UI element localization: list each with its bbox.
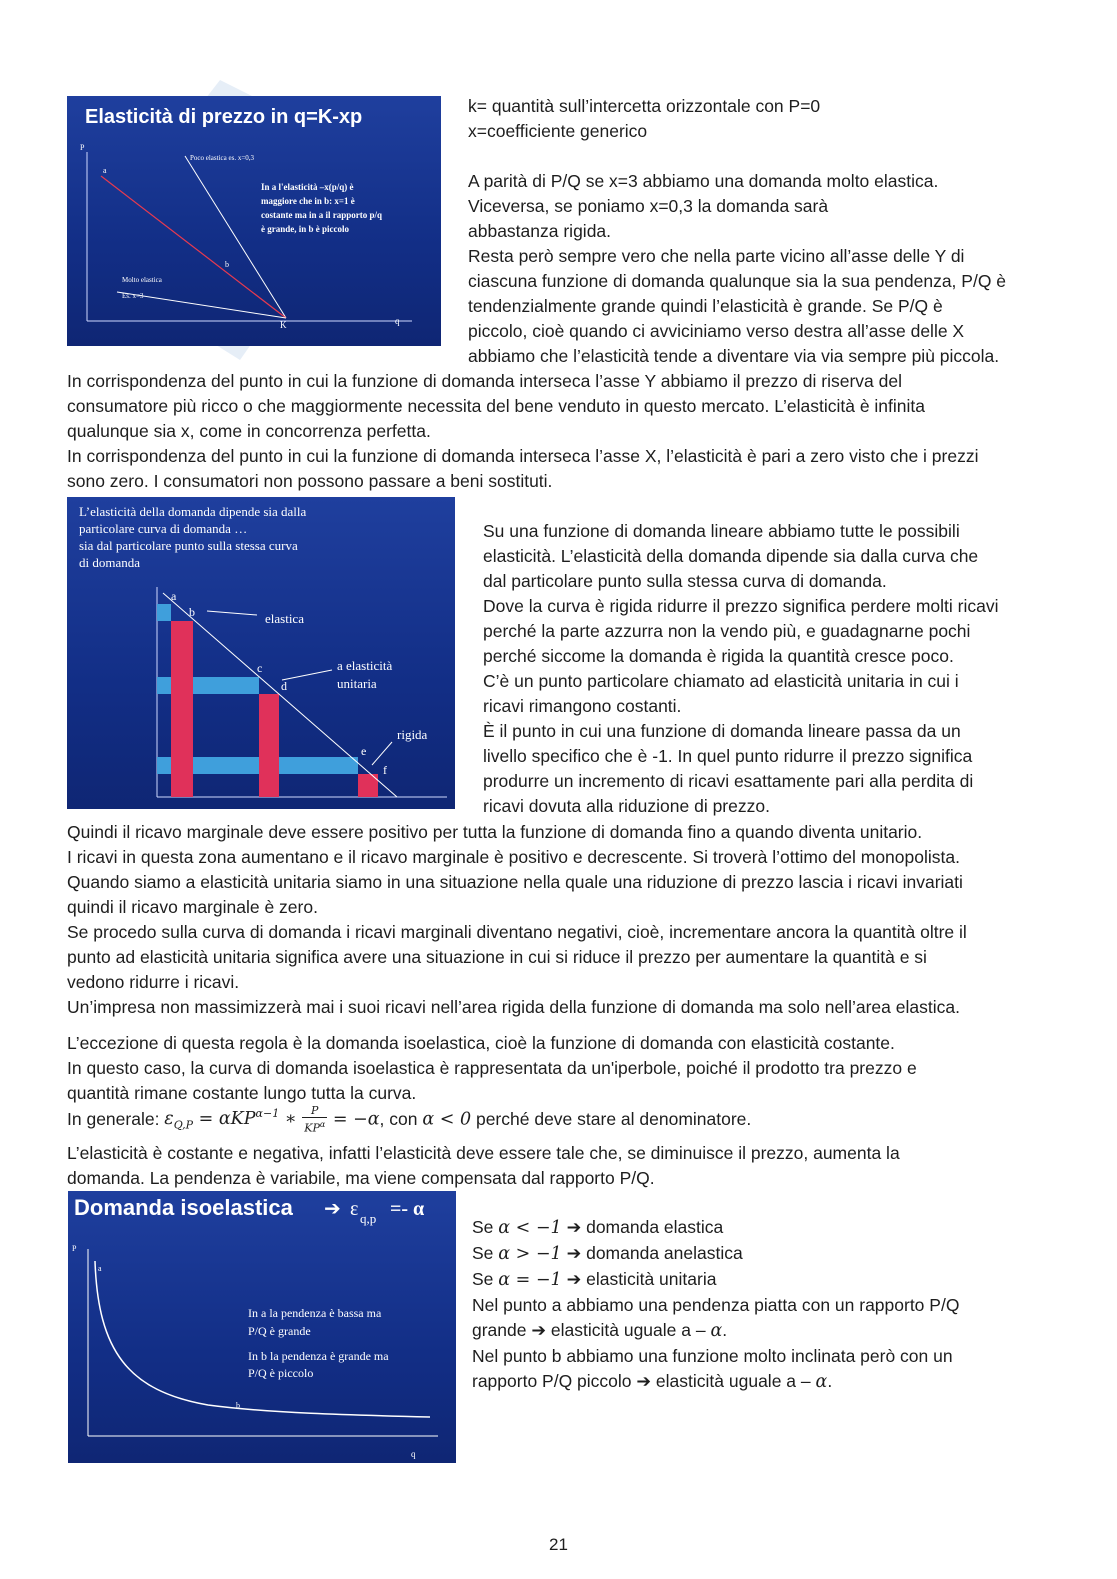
elasticity-formula [67, 1104, 751, 1140]
paragraph-line: In corrispondenza del punto in cui la funzione di domanda interseca l’asse Y abbiamo il prezzo di riserva del [67, 371, 902, 391]
slide3-note-line: P/Q è piccolo [248, 1366, 314, 1380]
arrow-icon: ➔ [531, 1320, 547, 1340]
arrow-icon: ➔ [566, 1217, 582, 1237]
paragraph-line: In corrispondenza del punto in cui la funzione di domanda interseca l’asse X, l’elasticità è pari a zero visto che i prezzi [67, 446, 979, 466]
slide-price-elasticity [67, 96, 441, 346]
text-block-marginal-revenue [67, 820, 967, 1020]
arrow-icon: ➔ [636, 1371, 652, 1391]
paragraph-line: quindi il ricavo marginale è zero. [67, 897, 318, 917]
paragraph-line: abbiamo che l’elasticità tende a diventare via via sempre più piccola. [468, 346, 1000, 366]
paragraph-line: ricavi dovuta alla riduzione di prezzo. [483, 796, 770, 816]
slide2-header-line: sia dal particolare punto sulla stessa curva [79, 538, 298, 553]
text-part: elasticità uguale a – [651, 1371, 816, 1391]
paragraph-line: qualunque sia x, come in concorrenza perfetta. [67, 421, 431, 441]
paragraph-line: k= quantità sull’intercetta orizzontale con P=0 [468, 96, 821, 116]
paragraph-line: Dove la curva è rigida ridurre il prezzo significa perdere molti ricavi [483, 596, 999, 616]
paragraph-line: In questo caso, la curva di domanda isoelastica è rappresentata da un'iperbole, poiché il prodotto tra prezzo e [67, 1058, 917, 1078]
paragraph-line: Un’impresa non massimizzerà mai i suoi ricavi nell’area rigida della funzione di domanda ma solo nell’area elastica. [67, 997, 960, 1017]
slide1-note-line: costante ma in a il rapporto p/q [261, 210, 383, 220]
math-alpha: α [710, 1321, 723, 1341]
slide3-note-line: In a la pendenza è bassa ma [248, 1306, 382, 1320]
inelastic-demand-line [185, 156, 286, 318]
text-block-axes [67, 369, 978, 494]
point-f-label: f [383, 763, 387, 777]
paragraph-line: ricavi rimangono costanti. [483, 696, 682, 716]
paragraph-line: C’è un punto particolare chiamato ad elasticità unitaria in cui i [483, 671, 959, 691]
point-b-label: b [225, 260, 229, 269]
page-number: 21 [549, 1535, 568, 1554]
arrow-icon: ➔ [566, 1243, 582, 1263]
text-part: Se [472, 1217, 499, 1237]
formula-condition: α < 0 [422, 1109, 472, 1130]
text-part: . [827, 1371, 833, 1391]
point-b-label: b [189, 605, 195, 619]
elastica-label: elastica [265, 611, 304, 626]
point-a-label: a [171, 589, 177, 603]
paragraph-line: livello specifico che è -1. In quel punto ridurre il prezzo significa [483, 746, 973, 766]
point-b-label: b [236, 1401, 240, 1410]
alpha-case-elastic [472, 1215, 959, 1241]
paragraph-line: abbastanza rigida. [468, 221, 612, 241]
paragraph-line: Su una funzione di domanda lineare abbiamo tutte le possibili [483, 521, 960, 541]
text-part: Se [472, 1243, 499, 1263]
rigida-label: rigida [397, 727, 428, 742]
formula-fraction [302, 1104, 327, 1135]
text-part: Se [472, 1269, 499, 1289]
paragraph-line: Se procedo sulla curva di domanda i ricavi marginali diventano negativi, cioè, incrementare ancora la quantità oltre il [67, 922, 967, 942]
paragraph-line: L’elasticità è costante e negativa, infatti l’elasticità deve essere tale che, se diminuisce il prezzo, aumenta la [67, 1143, 900, 1163]
paragraph-line: x=coefficiente generico [468, 121, 648, 141]
unitaria-label: a elasticità [337, 658, 393, 673]
es-x3-label: Es. x=3 [122, 292, 144, 300]
fraction-exponent: α [319, 1120, 326, 1129]
fraction-denominator: KP [304, 1121, 320, 1135]
pointer-line [372, 742, 392, 765]
axis-p-label: P [72, 1244, 77, 1253]
formula-prefix: In generale: [67, 1108, 165, 1129]
paragraph-line: piccolo, cioè quando ci avviciniamo verso destra all’asse delle X [468, 321, 965, 341]
slide2-header-line: particolare curva di domanda … [79, 521, 248, 536]
formula-exponent: α−1 [255, 1107, 280, 1121]
paragraph-line: Viceversa, se poniamo x=0,3 la domanda sarà [468, 196, 829, 216]
unitaria-label: unitaria [337, 676, 377, 691]
math-condition: α > −1 [498, 1244, 562, 1264]
formula-part: = −α [327, 1109, 380, 1130]
text-block-isoelastic [67, 1031, 917, 1106]
slide3-arrow: ➔ [324, 1198, 341, 1220]
slide3-subscript: q,p [360, 1211, 377, 1226]
formula-suffix: perché deve stare al denominatore. [471, 1108, 752, 1129]
slide2-header-line: di domanda [79, 555, 141, 570]
k-label: K [280, 320, 287, 330]
slide1-note-line: maggiore che in b: x=1 è [261, 196, 355, 206]
slide1-note-line: In a l'elasticità –x(p/q) è [261, 182, 354, 192]
formula-part: ∗ [279, 1108, 303, 1129]
point-a-label: a [103, 166, 107, 175]
axis-p-label: P [80, 143, 85, 152]
paragraph-line: Nel punto b abbiamo una funzione molto inclinata però con un [472, 1346, 953, 1366]
paragraph-line: I ricavi in questa zona aumentano e il ricavo marginale è positivo e decrescente. Si troverà l’ottimo del monopolista. [67, 847, 960, 867]
paragraph-line: tendenzialmente grande quindi l’elasticità è grande. Se P/Q è [468, 296, 943, 316]
paragraph-line: Quando siamo a elasticità unitaria siamo in una situazione nella quale una riduzione di prezzo lascia i ricavi invariati [67, 872, 963, 892]
paragraph-line: Resta però sempre vero che nella parte vicino all’asse delle Y di [468, 246, 965, 266]
text-part: rapporto P/Q piccolo [472, 1371, 637, 1391]
pointer-line [282, 670, 332, 680]
slide3-rhs: =- α [390, 1198, 425, 1220]
text-part: domanda elastica [581, 1217, 724, 1237]
math-alpha: α [815, 1372, 828, 1392]
text-block-constant-elasticity [67, 1141, 900, 1191]
paragraph-line: perché la parte azzurra non la vendo più, e guadagnarne pochi [483, 621, 971, 641]
lost-revenue-band [157, 604, 171, 621]
paragraph-line: Quindi il ricavo marginale deve essere positivo per tutta la funzione di domanda fino a quando diventa unitario. [67, 822, 923, 842]
math-condition: α = −1 [498, 1270, 562, 1290]
formula-part: , con [379, 1108, 423, 1129]
paragraph-line [472, 1369, 959, 1395]
axis-q-label: q [411, 1449, 416, 1459]
gained-revenue-bar [259, 694, 279, 797]
formula-subscript: Q,P [173, 1118, 194, 1132]
paragraph-line: È il punto in cui una funzione di domanda lineare passa da un [483, 721, 961, 741]
text-block-alpha-cases [472, 1215, 959, 1395]
math-condition: α < −1 [498, 1218, 562, 1238]
point-d-label: d [281, 679, 287, 693]
paragraph-line: punto ad elasticità unitaria significa avere una situazione in cui si riduce il prezzo per aumentare la quantità e si [67, 947, 927, 967]
point-a-label: a [98, 1264, 102, 1273]
paragraph-line: domanda. La pendenza è variabile, ma viene compensata dal rapporto P/Q. [67, 1168, 655, 1188]
text-part: elasticità unitaria [581, 1269, 717, 1289]
paragraph-line: A parità di P/Q se x=3 abbiamo una domanda molto elastica. [468, 171, 939, 191]
arrow-icon: ➔ [566, 1269, 582, 1289]
text-part: elasticità uguale a – [546, 1320, 711, 1340]
point-c-label: c [257, 661, 263, 675]
alpha-case-inelastic [472, 1241, 959, 1267]
slide2-header-line: L’elasticità della domanda dipende sia dalla [79, 504, 307, 519]
paragraph-line [468, 144, 1006, 169]
slide-isoelastic-demand [68, 1191, 456, 1463]
slide1-note-line: è grande, in b è piccolo [261, 224, 349, 234]
slide-elasticity-along-curve [67, 497, 455, 809]
paragraph-line: consumatore più ricco o che maggiormente necessita del bene venduto in questo mercato. L’elasticità è infinita [67, 396, 925, 416]
slide3-title: Domanda isoelastica [74, 1195, 293, 1220]
paragraph-line [472, 1318, 959, 1344]
paragraph-line: vedono ridurre i ricavi. [67, 972, 240, 992]
fraction-numerator: P [302, 1104, 327, 1118]
slide3-note-line: In b la pendenza è grande ma [248, 1349, 389, 1363]
poco-elastica-label: Poco elastica es. x=0,3 [190, 154, 255, 162]
axis-q-label: q [395, 316, 400, 326]
formula-epsilon: ε [164, 1108, 174, 1129]
text-part: . [722, 1320, 728, 1340]
paragraph-line: produrre un incremento di ricavi esattamente pari alla perdita di [483, 771, 974, 791]
alpha-case-unitary [472, 1267, 959, 1293]
slide1-title: Elasticità di prezzo in q=K-xp [85, 106, 363, 128]
text-part: grande [472, 1320, 532, 1340]
paragraph-line: Nel punto a abbiamo una pendenza piatta con un rapporto P/Q [472, 1295, 960, 1315]
text-part: domanda anelastica [581, 1243, 743, 1263]
paragraph-line: ciascuna funzione di domanda qualunque sia la sua pendenza, P/Q è [468, 271, 1007, 291]
gained-revenue-bar [171, 621, 193, 797]
text-block-linear-demand [483, 519, 998, 819]
text-block-intro [468, 94, 1006, 369]
paragraph-line: quantità rimane costante lungo tutta la curva. [67, 1083, 417, 1103]
formula-part: = αKP [193, 1108, 256, 1129]
paragraph-line: perché siccome la domanda è rigida la quantità cresce poco. [483, 646, 954, 666]
slide3-epsilon: ε [350, 1198, 359, 1220]
isoelastic-curve [95, 1261, 430, 1417]
paragraph-line: elasticità. L’elasticità della domanda dipende sia dalla curva che [483, 546, 979, 566]
molto-elastica-label: Molto elastica [122, 276, 162, 284]
slide3-note-line: P/Q è grande [248, 1324, 311, 1338]
paragraph-line: dal particolare punto sulla stessa curva di domanda. [483, 571, 887, 591]
point-e-label: e [361, 744, 367, 758]
paragraph-line: L’eccezione di questa regola è la domanda isoelastica, cioè la funzione di domanda con elasticità costante. [67, 1033, 895, 1053]
paragraph-line: sono zero. I consumatori non possono passare a beni sostituti. [67, 471, 553, 491]
pointer-line [207, 611, 257, 615]
